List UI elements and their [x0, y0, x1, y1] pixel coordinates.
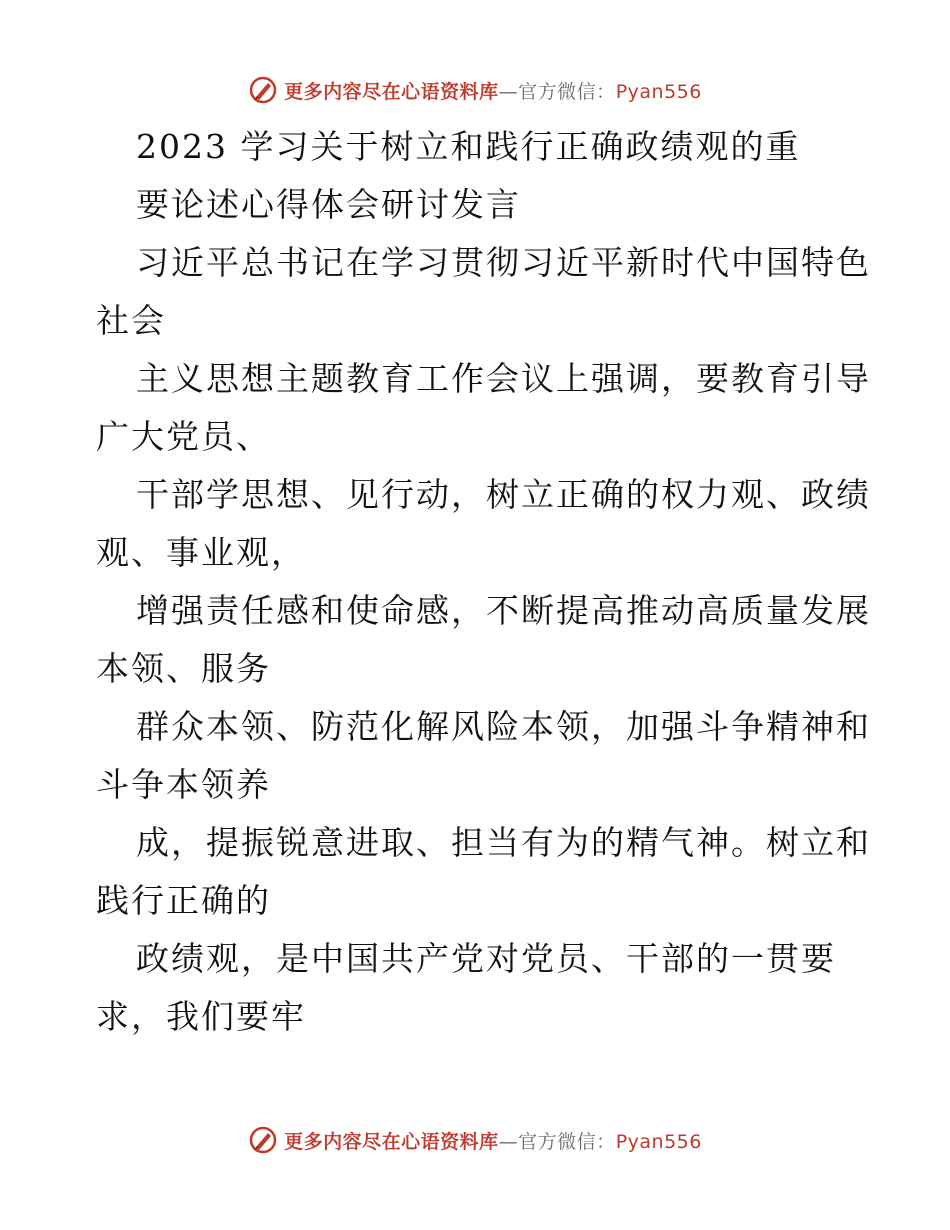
- footer-wechat-id: Pyan556: [615, 1130, 702, 1153]
- pen-logo-icon: [248, 75, 278, 105]
- footer-brand: 更多内容尽在心语资料库: [284, 1130, 499, 1153]
- paragraph-line: 干部学思想、见行动，树立正确的权力观、政绩: [136, 475, 871, 514]
- pen-logo-icon: [248, 1125, 278, 1155]
- paragraph-line: 本领、服务: [96, 649, 271, 688]
- footer-dash: —: [498, 1130, 519, 1153]
- paragraph-line: 观、事业观，: [96, 533, 306, 572]
- header-banner: [0, 70, 950, 110]
- paragraph-line: 践行正确的: [96, 881, 271, 920]
- paragraph-line: 求，我们要牢: [96, 997, 306, 1036]
- paragraph-line: 成，提振锐意进取、担当有为的精气神。树立和: [136, 823, 871, 862]
- paragraph-line: 群众本领、防范化解风险本领，加强斗争精神和: [136, 707, 871, 746]
- header-text: [284, 77, 702, 104]
- paragraph-line: 增强责任感和使命感，不断提高推动高质量发展: [136, 591, 871, 630]
- header-dash: —: [498, 80, 519, 103]
- footer-text: [284, 1127, 702, 1154]
- title-line-1: 2023 学习关于树立和践行正确政绩观的重: [136, 127, 801, 166]
- paragraph-line: 广大党员、: [96, 417, 271, 456]
- paragraph-line: 政绩观，是中国共产党对党员、干部的一贯要: [136, 939, 836, 978]
- title-line-2: 要论述心得体会研讨发言: [136, 185, 521, 224]
- paragraph-line: 主义思想主题教育工作会议上强调，要教育引导: [136, 359, 871, 398]
- footer-banner: [0, 1120, 950, 1160]
- header-wechat-id: Pyan556: [615, 80, 702, 103]
- footer-official-label: 官方微信：: [518, 1130, 616, 1153]
- document-body: [96, 118, 871, 1046]
- paragraph-line: 斗争本领养: [96, 765, 271, 804]
- paragraph-line: 社会: [96, 301, 166, 340]
- header-brand: 更多内容尽在心语资料库: [284, 80, 499, 103]
- paragraph-line: 习近平总书记在学习贯彻习近平新时代中国特色: [136, 243, 871, 282]
- header-official-label: 官方微信：: [518, 80, 616, 103]
